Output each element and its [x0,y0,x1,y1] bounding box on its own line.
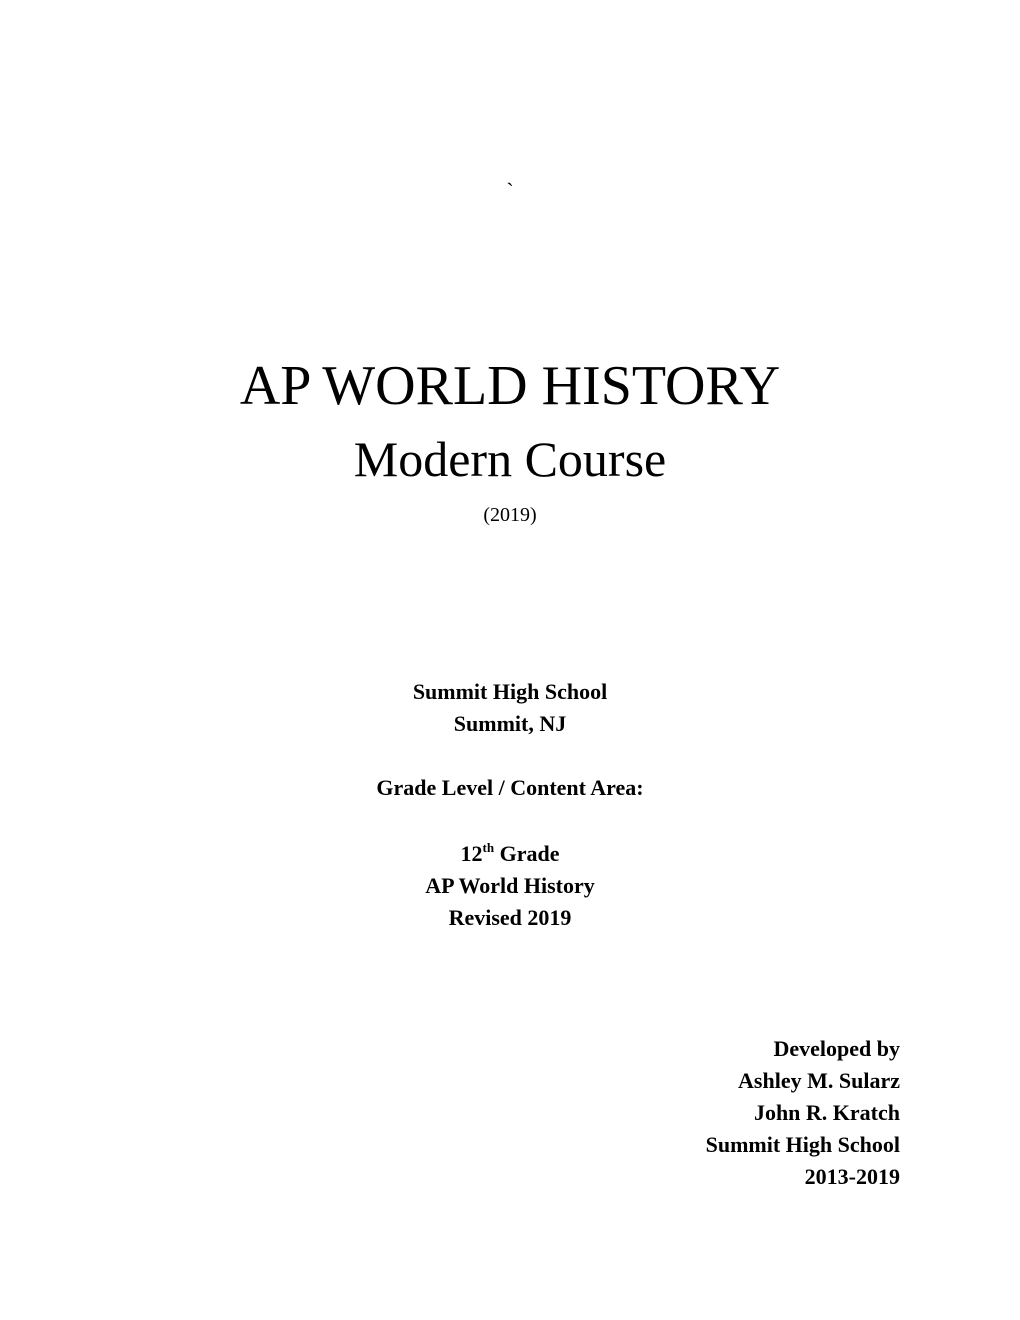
author-name: John R. Kratch [753,1100,900,1125]
document-subtitle: Modern Course [353,431,667,487]
grade-word: Grade [494,841,560,866]
grade-number: 12 [460,841,483,866]
developer-school: Summit High School [705,1132,900,1157]
school-name: Summit High School [412,679,608,704]
author-name: Ashley M. Sularz [738,1068,900,1093]
developed-by-heading: Developed by [773,1036,900,1061]
revision-note: Revised 2019 [448,905,572,930]
school-city: Summit, NJ [453,711,567,736]
stray-mark: ` [506,178,514,203]
grade-ordinal-suffix: th [482,840,495,855]
grade-level-heading: Grade Level / Content Area: [376,775,644,800]
developers-block [706,1033,900,1193]
development-years: 2013-2019 [804,1164,900,1189]
grade-level [0,838,1020,870]
document-title: AP WORLD HISTORY [239,355,781,417]
document-year: (2019) [483,504,537,526]
content-area: AP World History [425,873,595,898]
